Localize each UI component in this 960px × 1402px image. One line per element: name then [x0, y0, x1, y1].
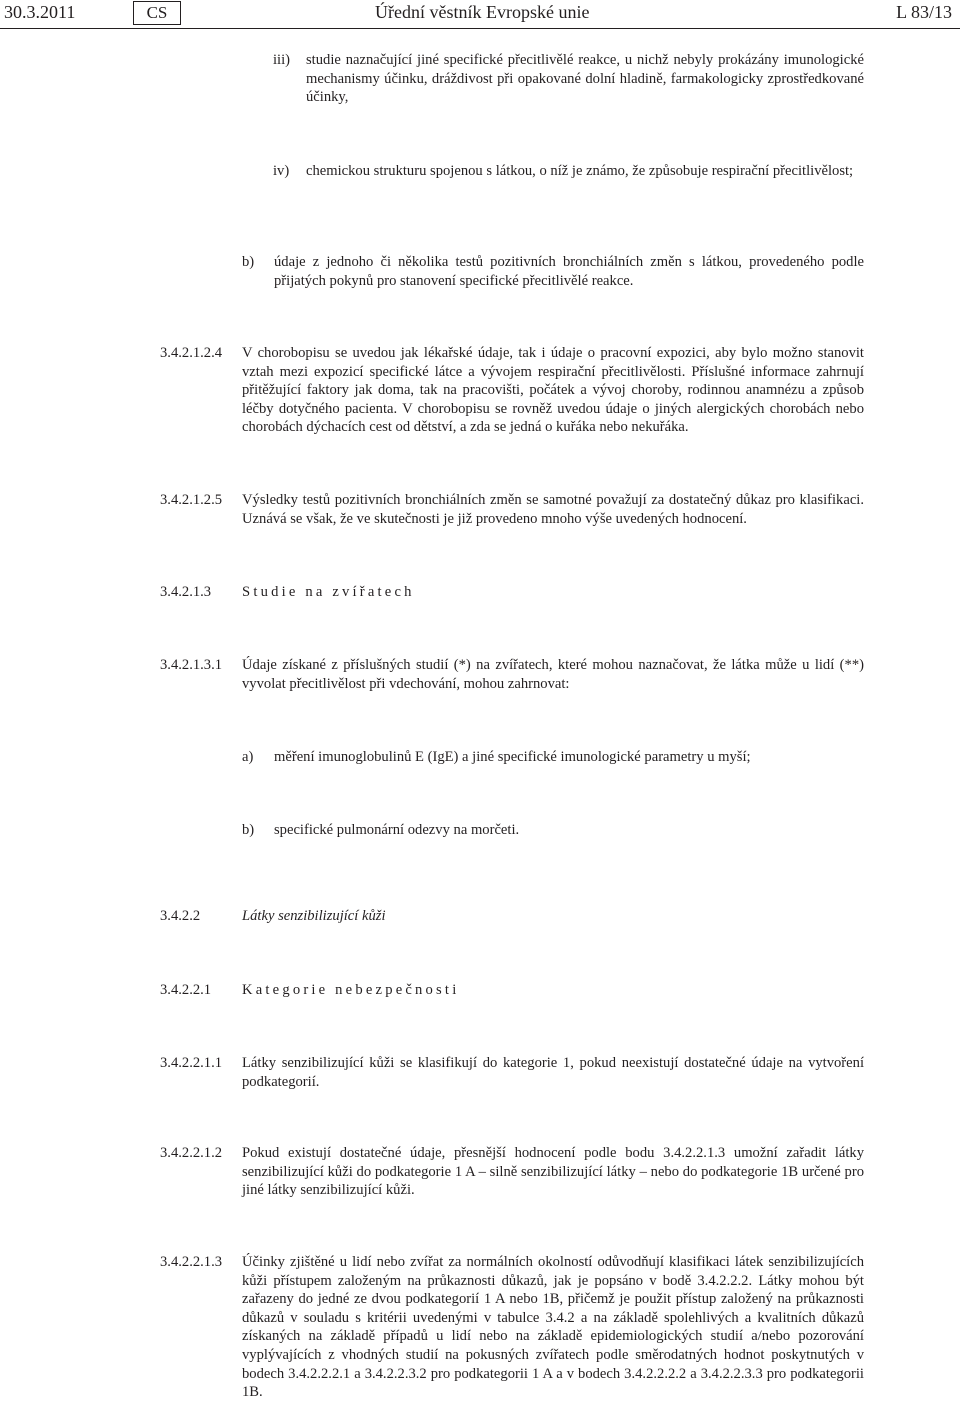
publication-date: 30.3.2011: [4, 2, 76, 22]
section-paragraph: Údaje získané z příslušných studií (*) na zvířatech, které mohou naznačovat, že látka může u lidí (**) vyvolat přecitlivělost při vdechování, mohou zahrnovat:: [242, 657, 864, 692]
item-iv-label: iv): [273, 163, 290, 179]
section-paragraph: V chorobopisu se uvedou jak lékařské údaje, tak i údaje o pracovní expozici, aby bylo možno stanovit vztah mezi expozicí specifické látce a vývojem respirační přecitlivělosti. Příslušné informace zahrnují přitěžující faktory jak doma, tak na pracovišti, počátek a vývoj choroby, rodinnou anamnézu a způsob léčby dotyčného pacienta. V chorobopisu se rovněž uvedou údaje o jiných alergických chorobách nebo chorobách dýchacích cest od dětství, a zda se jedná o kuřáka nebo nekuřáka.: [242, 345, 864, 436]
item-a-text: měření imunoglobulinů E (IgE) a jiné specifické imunologické parametry u myší;: [274, 749, 751, 765]
section-number: 3.4.2.1.2.5: [160, 492, 223, 508]
section-heading: Kategorie nebezpečnosti: [242, 982, 460, 998]
journal-title: Úřední věstník Evropské unie: [375, 2, 590, 22]
item-iv-text: chemickou strukturu spojenou s látkou, o níž je známo, že způsobuje respirační přecitlivělost;: [306, 163, 854, 179]
section-number: 3.4.2.2.1.3: [160, 1254, 223, 1270]
header-divider: [0, 28, 960, 29]
section-heading: Látky senzibilizující kůži: [242, 908, 386, 924]
section-number: 3.4.2.2.1.2: [160, 1145, 223, 1161]
section-heading: Studie na zvířatech: [242, 584, 415, 600]
section-number: 3.4.2.1.3.1: [160, 657, 223, 673]
page-reference: L 83/13: [896, 2, 952, 22]
language-code-box: CS: [133, 1, 181, 25]
section-number: 3.4.2.2.1: [160, 982, 212, 998]
item-b-text: údaje z jednoho či několika testů pozitivních bronchiálních změn s látkou, provedeného podle přijatých pokynů pro stanovení specifické přecitlivělé reakce.: [274, 254, 864, 289]
section-paragraph: Výsledky testů pozitivních bronchiálních změn se samotné považují za dostatečný důkaz pro klasifikaci. Uznává se však, že ve skutečnosti je již provedeno mnoho výše uvedených hodnocení.: [242, 492, 864, 527]
item-iii-text: studie naznačující jiné specifické přecitlivělé reakce, u nichž nebyly prokázány imunologické mechanismy účinku, dráždivost při opakované dolní hladině, farmakologicky zprostředkované účinky,: [306, 52, 864, 106]
item-a-label: a): [242, 749, 254, 765]
section-number: 3.4.2.2: [160, 908, 201, 924]
section-number: 3.4.2.2.1.1: [160, 1055, 223, 1071]
item-b-label: b): [242, 822, 255, 838]
section-number: 3.4.2.1.3: [160, 584, 212, 600]
item-b-label: b): [242, 254, 255, 270]
item-iii-label: iii): [273, 52, 291, 68]
section-paragraph: Účinky zjištěné u lidí nebo zvířat za normálních okolností odůvodňují klasifikaci látek senzibilizujících kůži přístupem založeným na průkaznosti důkazů, jak je popsáno v bodě 3.4.2.2.2. Látky mohou být zařazeny do jedné ze dvou podkategorií 1 A nebo 1B, přičemž je použit přístup založený na průkaznosti důkazů v souladu s kritérii uvedenými v tabulce 3.4.2 a na základě spolehlivých a kvalitních důkazů získaných na základě případů u lidí nebo na základě epidemiologických studií a/nebo pozorování vyplývajících z vhodných studií na pokusných zvířatech podle směrodatných hodnot poskytnutých v bodech 3.4.2.2.2.1 a 3.4.2.2.3.2 pro podkategorii 1 A a v bodech 3.4.2.2.2.2 a 3.4.2.2.3.3 pro podkategorii 1B.: [242, 1254, 864, 1401]
section-paragraph: Pokud existují dostatečné údaje, přesnější hodnocení podle bodu 3.4.2.2.1.3 umožní zařadit látky senzibilizující kůži do podkategorie 1 A – silně senzibilizující látky – nebo do podkategorie 1B určené pro jiné látky senzibilizující kůži.: [242, 1145, 864, 1199]
item-b-text: specifické pulmonární odezvy na morčeti.: [274, 822, 520, 838]
section-paragraph: Látky senzibilizující kůži se klasifikují do kategorie 1, pokud neexistují dostatečné údaje na vytvoření podkategorií.: [242, 1055, 864, 1090]
section-number: 3.4.2.1.2.4: [160, 345, 223, 361]
page-header: [0, 0, 960, 30]
